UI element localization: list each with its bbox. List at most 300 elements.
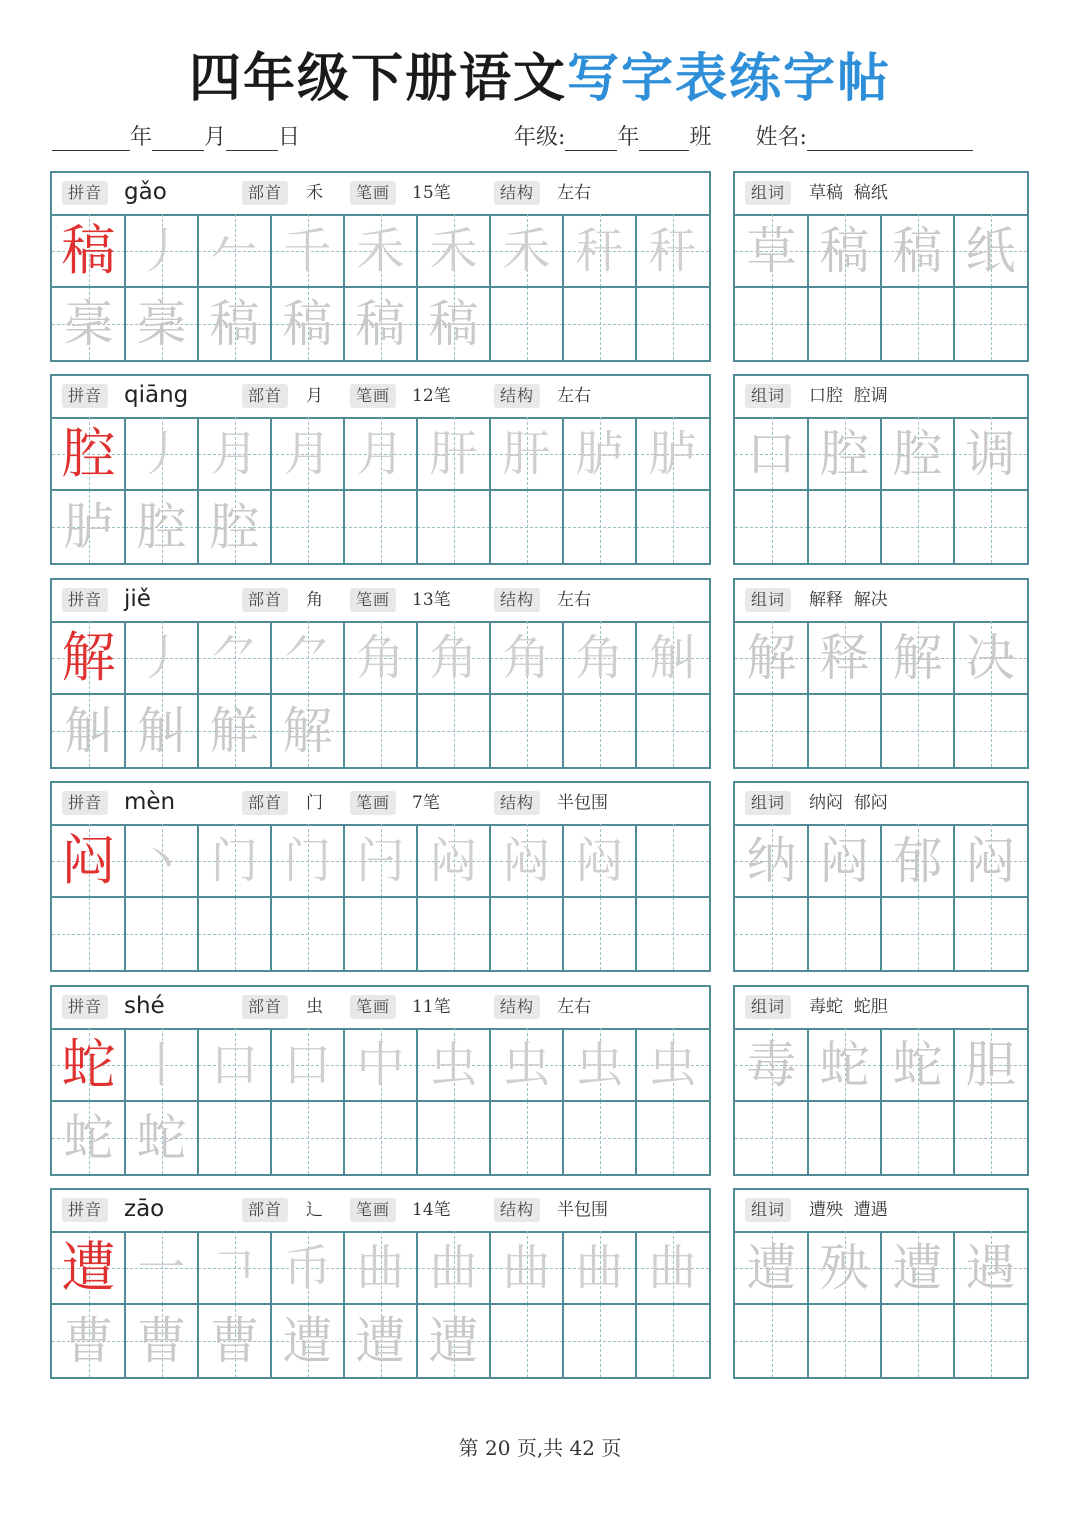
- grid-cell[interactable]: [125, 824, 198, 897]
- grid-cell[interactable]: [563, 897, 636, 970]
- grid-cell[interactable]: [52, 897, 125, 970]
- grid-cell[interactable]: [52, 287, 125, 360]
- grid-cell[interactable]: [881, 1028, 954, 1101]
- trace-character: 稿: [355, 294, 406, 353]
- pinyin-value: mèn: [124, 789, 176, 815]
- grid-cell[interactable]: [735, 417, 808, 490]
- words-value: 解释 解决: [809, 590, 888, 610]
- grid-cell[interactable]: [125, 490, 198, 563]
- grid-cell[interactable]: [52, 1304, 125, 1377]
- words-bar: [735, 376, 1027, 419]
- word-trace-character: 解: [892, 628, 943, 687]
- trace-character: 胪: [648, 425, 697, 482]
- grid-cell[interactable]: [636, 1028, 709, 1101]
- grid-cell[interactable]: [490, 1231, 563, 1304]
- word-trace-character: 遇: [965, 1238, 1016, 1297]
- trace-character: 千: [283, 222, 332, 279]
- grid-cell[interactable]: [636, 1231, 709, 1304]
- grid-cell[interactable]: [563, 287, 636, 360]
- trace-character: 闷: [429, 832, 478, 889]
- grid-cell[interactable]: [636, 1304, 709, 1377]
- info-bar: [52, 1190, 709, 1233]
- grid-cell[interactable]: [125, 287, 198, 360]
- grid-cell[interactable]: [344, 621, 417, 694]
- grid-cell[interactable]: [636, 417, 709, 490]
- grid-cell[interactable]: [198, 490, 271, 563]
- grid-cell[interactable]: [636, 824, 709, 897]
- words-bar: [735, 1190, 1027, 1233]
- grid-cell[interactable]: [52, 1101, 125, 1174]
- grid-cell[interactable]: [954, 694, 1027, 767]
- grid-cell[interactable]: [808, 1304, 881, 1377]
- grid-cell[interactable]: [52, 1231, 125, 1304]
- strokes-value: 11笔: [412, 997, 451, 1017]
- student-fields: [514, 120, 973, 151]
- word-grid: [735, 1028, 1027, 1174]
- trace-character: 觧: [209, 701, 260, 760]
- grid-cell[interactable]: [198, 621, 271, 694]
- grid-cell[interactable]: [954, 1231, 1027, 1304]
- info-bar: [52, 580, 709, 623]
- grid-cell[interactable]: [271, 897, 344, 970]
- structure-value: 左右: [557, 386, 591, 406]
- words-value: 口腔 腔调: [809, 386, 888, 406]
- trace-character: 遭: [282, 1311, 333, 1370]
- structure-value: 左右: [557, 997, 591, 1017]
- trace-character: 虫: [502, 1036, 551, 1093]
- grid-cell[interactable]: [808, 490, 881, 563]
- trace-character: ⺈: [283, 629, 332, 686]
- grid-cell[interactable]: [125, 1028, 198, 1101]
- grid-cell[interactable]: [808, 214, 881, 287]
- grid-cell[interactable]: [808, 1231, 881, 1304]
- grid-cell[interactable]: [490, 287, 563, 360]
- year-label: 年: [130, 125, 153, 150]
- trace-character: 觓: [648, 629, 697, 686]
- trace-character: 角: [575, 629, 624, 686]
- grid-cell[interactable]: [198, 1304, 271, 1377]
- word-panel-1: [733, 374, 1029, 565]
- grid-cell[interactable]: [808, 1101, 881, 1174]
- pinyin-tag: 拼音: [62, 791, 108, 815]
- grid-cell[interactable]: [636, 214, 709, 287]
- grid-cell[interactable]: [417, 490, 490, 563]
- practice-grid: [52, 1028, 709, 1174]
- grid-cell[interactable]: [271, 1304, 344, 1377]
- grid-cell[interactable]: [198, 824, 271, 897]
- word-trace-character: 释: [819, 628, 870, 687]
- words-bar: [735, 173, 1027, 216]
- trace-character: 稁: [136, 294, 187, 353]
- grid-cell[interactable]: [344, 1101, 417, 1174]
- month-blank[interactable]: [152, 124, 204, 151]
- grid-cell[interactable]: [344, 1231, 417, 1304]
- structure-value: 左右: [557, 183, 591, 203]
- radical-value: 月: [306, 386, 323, 406]
- grid-cell[interactable]: [271, 287, 344, 360]
- grid-cell[interactable]: [735, 897, 808, 970]
- strokes-tag: 笔画: [350, 1198, 396, 1222]
- grid-cell[interactable]: [808, 694, 881, 767]
- pinyin-value: qiāng: [124, 382, 189, 408]
- trace-character: 禾: [429, 222, 478, 279]
- words-tag: 组词: [745, 384, 791, 408]
- grid-cell[interactable]: [735, 621, 808, 694]
- grid-cell[interactable]: [198, 287, 271, 360]
- trace-character: 胪: [63, 497, 114, 556]
- grid-cell[interactable]: [417, 417, 490, 490]
- trace-character: 曹: [209, 1311, 260, 1370]
- trace-character: 腔: [209, 497, 260, 556]
- structure-tag: 结构: [494, 588, 540, 612]
- word-trace-character: 郁: [892, 831, 943, 890]
- grid-cell[interactable]: [808, 417, 881, 490]
- grid-cell[interactable]: [881, 214, 954, 287]
- grid-cell[interactable]: [490, 621, 563, 694]
- grid-cell[interactable]: [417, 621, 490, 694]
- trace-character: 𠃍: [210, 1239, 259, 1296]
- grid-cell[interactable]: [490, 1028, 563, 1101]
- grid-cell[interactable]: [636, 897, 709, 970]
- trace-character: 角: [356, 629, 405, 686]
- grid-cell[interactable]: [636, 490, 709, 563]
- words-tag: 组词: [745, 1198, 791, 1222]
- pinyin-value: zāo: [124, 1196, 165, 1222]
- grid-cell[interactable]: [881, 694, 954, 767]
- info-bar: [52, 376, 709, 419]
- strokes-value: 7笔: [412, 793, 440, 813]
- pinyin-value: jiě: [124, 586, 151, 612]
- grade-label: 年级:: [514, 125, 566, 150]
- info-bar: [52, 783, 709, 826]
- structure-value: 左右: [557, 590, 591, 610]
- trace-character: 曹: [63, 1311, 114, 1370]
- trace-character: 解: [282, 701, 333, 760]
- info-bar: [52, 173, 709, 216]
- pinyin-tag: 拼音: [62, 995, 108, 1019]
- grid-cell[interactable]: [417, 897, 490, 970]
- grid-cell[interactable]: [881, 1101, 954, 1174]
- grid-cell[interactable]: [344, 287, 417, 360]
- grid-cell[interactable]: [271, 214, 344, 287]
- pinyin-tag: 拼音: [62, 181, 108, 205]
- grid-cell[interactable]: [271, 1028, 344, 1101]
- trace-character: 遭: [428, 1311, 479, 1370]
- grid-cell[interactable]: [490, 694, 563, 767]
- grid-cell[interactable]: [125, 1101, 198, 1174]
- grid-cell[interactable]: [735, 1231, 808, 1304]
- grid-cell[interactable]: [735, 1101, 808, 1174]
- grid-cell[interactable]: [125, 1231, 198, 1304]
- grade-year-label: 年: [617, 125, 640, 150]
- word-trace-character: 稿: [892, 221, 943, 280]
- date-fields: [52, 120, 300, 151]
- grid-cell[interactable]: [881, 417, 954, 490]
- words-tag: 组词: [745, 588, 791, 612]
- grid-cell[interactable]: [344, 1304, 417, 1377]
- trace-character: 口: [210, 1036, 259, 1093]
- practice-grid: [52, 1231, 709, 1377]
- grid-cell[interactable]: [125, 214, 198, 287]
- grid-cell[interactable]: [125, 897, 198, 970]
- grid-cell[interactable]: [271, 417, 344, 490]
- trace-character: 稿: [209, 294, 260, 353]
- grid-cell[interactable]: [563, 214, 636, 287]
- grid-cell[interactable]: [954, 417, 1027, 490]
- grid-cell[interactable]: [490, 214, 563, 287]
- word-grid: [735, 214, 1027, 360]
- grid-cell[interactable]: [490, 417, 563, 490]
- grid-cell[interactable]: [563, 1101, 636, 1174]
- grid-cell[interactable]: [735, 490, 808, 563]
- trace-character: 丿: [137, 222, 186, 279]
- name-blank[interactable]: [807, 124, 973, 151]
- grid-cell[interactable]: [52, 1028, 125, 1101]
- grid-cell[interactable]: [954, 1028, 1027, 1101]
- model-character: 腔: [61, 421, 116, 485]
- grid-cell[interactable]: [198, 1231, 271, 1304]
- trace-character: 秆: [575, 222, 624, 279]
- grid-cell[interactable]: [52, 417, 125, 490]
- grid-cell[interactable]: [344, 1028, 417, 1101]
- radical-tag: 部首: [242, 791, 288, 815]
- word-trace-character: 决: [965, 628, 1016, 687]
- words-value: 草稿 稿纸: [809, 183, 888, 203]
- grid-cell[interactable]: [735, 1304, 808, 1377]
- grid-cell[interactable]: [881, 490, 954, 563]
- word-trace-character: 纸: [965, 221, 1016, 280]
- word-trace-character: 稿: [819, 221, 870, 280]
- structure-tag: 结构: [494, 1198, 540, 1222]
- char-panel-0: [50, 171, 711, 362]
- trace-character: 丿: [137, 629, 186, 686]
- model-character: 稿: [61, 218, 116, 282]
- grid-cell[interactable]: [417, 1231, 490, 1304]
- grid-cell[interactable]: [735, 214, 808, 287]
- radical-tag: 部首: [242, 384, 288, 408]
- grid-cell[interactable]: [344, 417, 417, 490]
- trace-character: 闷: [502, 832, 551, 889]
- class-blank[interactable]: [639, 124, 689, 151]
- trace-character: 禾: [502, 222, 551, 279]
- grid-cell[interactable]: [636, 287, 709, 360]
- strokes-tag: 笔画: [350, 384, 396, 408]
- grid-cell[interactable]: [271, 621, 344, 694]
- structure-tag: 结构: [494, 995, 540, 1019]
- grid-cell[interactable]: [198, 1028, 271, 1101]
- structure-value: 半包围: [557, 793, 608, 813]
- grid-cell[interactable]: [417, 1304, 490, 1377]
- strokes-value: 15笔: [412, 183, 451, 203]
- grid-cell[interactable]: [954, 1304, 1027, 1377]
- grid-cell[interactable]: [344, 214, 417, 287]
- page-footer: 第 20 页,共 42 页: [458, 1436, 622, 1460]
- grid-cell[interactable]: [271, 490, 344, 563]
- grid-cell[interactable]: [881, 1304, 954, 1377]
- grid-cell[interactable]: [954, 490, 1027, 563]
- grid-cell[interactable]: [563, 490, 636, 563]
- grid-cell[interactable]: [344, 824, 417, 897]
- grid-cell[interactable]: [563, 1231, 636, 1304]
- grid-cell[interactable]: [954, 214, 1027, 287]
- grid-cell[interactable]: [271, 1101, 344, 1174]
- word-panel-0: [733, 171, 1029, 362]
- radical-value: 门: [306, 793, 323, 813]
- grid-cell[interactable]: [636, 621, 709, 694]
- radical-tag: 部首: [242, 1198, 288, 1222]
- grid-cell[interactable]: [52, 694, 125, 767]
- grid-cell[interactable]: [563, 824, 636, 897]
- grid-cell[interactable]: [344, 694, 417, 767]
- word-grid: [735, 824, 1027, 970]
- trace-character: 曲: [648, 1239, 697, 1296]
- grid-cell[interactable]: [735, 1028, 808, 1101]
- radical-value: 虫: [306, 997, 323, 1017]
- grid-cell[interactable]: [563, 1028, 636, 1101]
- grid-cell[interactable]: [344, 490, 417, 563]
- trace-character: 胪: [575, 425, 624, 482]
- trace-character: 曲: [575, 1239, 624, 1296]
- pinyin-value: shé: [124, 993, 165, 1019]
- grid-cell[interactable]: [125, 1304, 198, 1377]
- grid-cell[interactable]: [52, 214, 125, 287]
- structure-tag: 结构: [494, 791, 540, 815]
- grid-cell[interactable]: [563, 694, 636, 767]
- words-bar: [735, 987, 1027, 1030]
- grid-cell[interactable]: [417, 214, 490, 287]
- model-character: 闷: [61, 828, 116, 892]
- grid-cell[interactable]: [198, 897, 271, 970]
- grid-cell[interactable]: [735, 694, 808, 767]
- day-blank[interactable]: [226, 124, 278, 151]
- trace-character: 丨: [137, 1036, 186, 1093]
- grid-cell[interactable]: [198, 1101, 271, 1174]
- pinyin-tag: 拼音: [62, 1198, 108, 1222]
- page-title: [0, 36, 1080, 111]
- grid-cell[interactable]: [125, 694, 198, 767]
- strokes-tag: 笔画: [350, 181, 396, 205]
- trace-character: 肝: [429, 425, 478, 482]
- trace-character: 蛇: [63, 1108, 114, 1167]
- grid-cell[interactable]: [52, 490, 125, 563]
- grid-cell[interactable]: [881, 897, 954, 970]
- grid-cell[interactable]: [417, 1028, 490, 1101]
- grid-cell[interactable]: [954, 824, 1027, 897]
- word-trace-character: 闷: [965, 831, 1016, 890]
- grid-cell[interactable]: [490, 824, 563, 897]
- grid-cell[interactable]: [417, 824, 490, 897]
- grid-cell[interactable]: [271, 824, 344, 897]
- trace-character: 月: [210, 425, 259, 482]
- grid-cell[interactable]: [490, 1304, 563, 1377]
- grid-cell[interactable]: [808, 621, 881, 694]
- grid-cell[interactable]: [417, 1101, 490, 1174]
- grid-cell[interactable]: [808, 287, 881, 360]
- grid-cell[interactable]: [198, 417, 271, 490]
- char-panel-1: [50, 374, 711, 565]
- strokes-tag: 笔画: [350, 995, 396, 1019]
- words-bar: [735, 580, 1027, 623]
- grid-cell[interactable]: [271, 1231, 344, 1304]
- grid-cell[interactable]: [954, 287, 1027, 360]
- word-trace-character: 蛇: [819, 1035, 870, 1094]
- grid-cell[interactable]: [881, 1231, 954, 1304]
- grid-cell[interactable]: [417, 694, 490, 767]
- grade-blank[interactable]: [565, 124, 617, 151]
- words-tag: 组词: [745, 791, 791, 815]
- trace-character: 一: [137, 1239, 186, 1296]
- grid-cell[interactable]: [198, 694, 271, 767]
- structure-tag: 结构: [494, 384, 540, 408]
- strokes-value: 13笔: [412, 590, 451, 610]
- grid-cell[interactable]: [125, 417, 198, 490]
- strokes-value: 14笔: [412, 1200, 451, 1220]
- grid-cell[interactable]: [808, 1028, 881, 1101]
- name-label: 姓名:: [755, 125, 807, 150]
- grid-cell[interactable]: [808, 897, 881, 970]
- words-tag: 组词: [745, 995, 791, 1019]
- words-value: 毒蛇 蛇胆: [809, 997, 888, 1017]
- radical-tag: 部首: [242, 995, 288, 1019]
- practice-grid: [52, 824, 709, 970]
- trace-character: ⺈: [210, 629, 259, 686]
- grid-cell[interactable]: [881, 621, 954, 694]
- trace-character: 稿: [428, 294, 479, 353]
- trace-character: 曹: [136, 1311, 187, 1370]
- grid-cell[interactable]: [881, 824, 954, 897]
- grid-cell[interactable]: [636, 1101, 709, 1174]
- grid-cell[interactable]: [490, 897, 563, 970]
- grid-cell[interactable]: [198, 214, 271, 287]
- practice-grid: [52, 417, 709, 563]
- grid-cell[interactable]: [636, 694, 709, 767]
- trace-character: 中: [356, 1036, 405, 1093]
- month-label: 月: [204, 125, 227, 150]
- grid-cell[interactable]: [954, 897, 1027, 970]
- word-trace-character: 调: [965, 424, 1016, 483]
- word-grid: [735, 417, 1027, 563]
- trace-character: 虫: [648, 1036, 697, 1093]
- grid-cell[interactable]: [563, 417, 636, 490]
- grid-cell[interactable]: [881, 287, 954, 360]
- title-part2: 写字表练字帖: [567, 49, 892, 109]
- year-blank[interactable]: [52, 124, 130, 151]
- grid-cell[interactable]: [52, 621, 125, 694]
- grid-cell[interactable]: [808, 824, 881, 897]
- word-trace-character: 胆: [965, 1035, 1016, 1094]
- grid-cell[interactable]: [417, 287, 490, 360]
- grid-cell[interactable]: [954, 1101, 1027, 1174]
- model-character: 解: [61, 625, 116, 689]
- grid-cell[interactable]: [563, 621, 636, 694]
- word-grid: [735, 621, 1027, 767]
- trace-character: 闷: [575, 832, 624, 889]
- grid-cell[interactable]: [490, 1101, 563, 1174]
- grid-cell[interactable]: [52, 824, 125, 897]
- grid-cell[interactable]: [271, 694, 344, 767]
- word-panel-3: [733, 781, 1029, 972]
- grid-cell[interactable]: [563, 1304, 636, 1377]
- grid-cell[interactable]: [125, 621, 198, 694]
- practice-grid: [52, 214, 709, 360]
- grid-cell[interactable]: [344, 897, 417, 970]
- grid-cell[interactable]: [954, 621, 1027, 694]
- grid-cell[interactable]: [490, 490, 563, 563]
- grid-cell[interactable]: [735, 824, 808, 897]
- grid-cell[interactable]: [735, 287, 808, 360]
- radical-value: 角: [306, 590, 323, 610]
- words-tag: 组词: [745, 181, 791, 205]
